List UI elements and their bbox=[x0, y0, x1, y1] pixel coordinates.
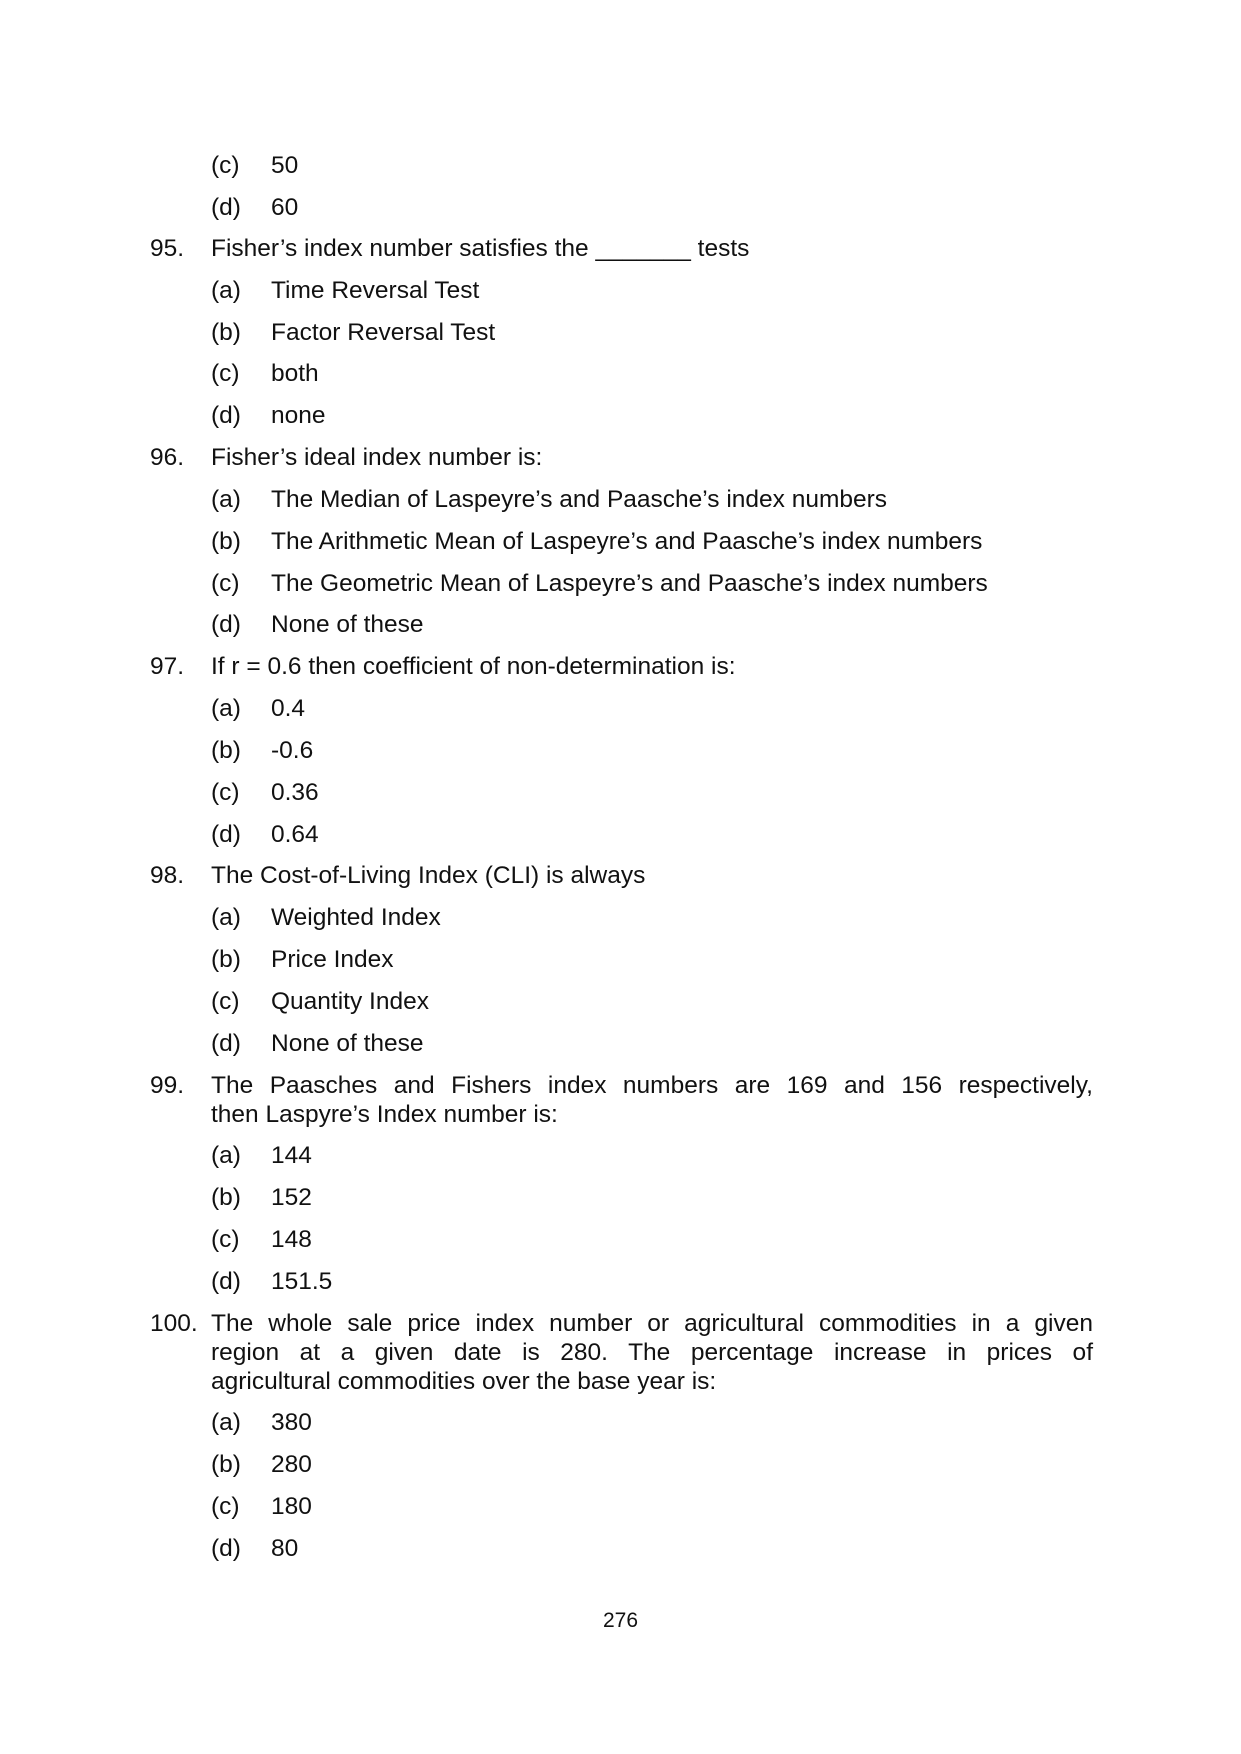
option-text: The Arithmetic Mean of Laspeyre’s and Paasche’s index numbers bbox=[271, 528, 983, 555]
option-label: (a) bbox=[211, 1142, 241, 1169]
option-label: (d) bbox=[211, 611, 241, 638]
question-text: Fisher’s ideal index number is: bbox=[211, 444, 543, 471]
question-number: 97. bbox=[150, 653, 185, 680]
option-text: None of these bbox=[271, 1030, 424, 1057]
option-label: (d) bbox=[211, 1030, 241, 1057]
option-label: (b) bbox=[211, 319, 241, 346]
question-text: The Cost-of-Living Index (CLI) is always bbox=[211, 862, 646, 889]
question-line: The whole sale price index number or agricultural commodities in a given bbox=[211, 1310, 1093, 1337]
option-label: (b) bbox=[211, 1184, 241, 1211]
option-text: 0.4 bbox=[271, 695, 306, 722]
option-label: (a) bbox=[211, 1409, 241, 1436]
option-label: (d) bbox=[211, 821, 241, 848]
option-label: (b) bbox=[211, 946, 241, 973]
option-text: 0.36 bbox=[271, 779, 319, 806]
question-text: Fisher’s index number satisfies the _______ tests bbox=[211, 235, 750, 262]
option-text: The Geometric Mean of Laspeyre’s and Paasche’s index numbers bbox=[271, 570, 988, 597]
option-text: -0.6 bbox=[271, 737, 314, 764]
option-label: (b) bbox=[211, 1451, 241, 1478]
question-number: 96. bbox=[150, 444, 185, 471]
option-text: 180 bbox=[271, 1493, 312, 1520]
option-label: (a) bbox=[211, 695, 241, 722]
question-number: 99. bbox=[150, 1072, 185, 1099]
question-text bbox=[211, 1309, 1093, 1396]
option-text: 151.5 bbox=[271, 1268, 333, 1295]
option-label: (c) bbox=[211, 779, 240, 806]
option-label: (c) bbox=[211, 1493, 240, 1520]
option-label: (c) bbox=[211, 988, 240, 1015]
question-number: 95. bbox=[150, 235, 185, 262]
option-text: 50 bbox=[271, 152, 299, 179]
option-label: (a) bbox=[211, 904, 241, 931]
question-number: 100. bbox=[150, 1310, 198, 1337]
option-text: 152 bbox=[271, 1184, 312, 1211]
option-label: (d) bbox=[211, 402, 241, 429]
question-text bbox=[211, 1071, 1093, 1129]
option-label: (a) bbox=[211, 486, 241, 513]
option-label: (c) bbox=[211, 1226, 240, 1253]
option-text: Time Reversal Test bbox=[271, 277, 480, 304]
option-label: (c) bbox=[211, 360, 240, 387]
option-label: (b) bbox=[211, 737, 241, 764]
question-line: The Paasches and Fishers index numbers are 169 and 156 respectively, bbox=[211, 1072, 1093, 1099]
option-label: (c) bbox=[211, 570, 240, 597]
option-label: (d) bbox=[211, 1268, 241, 1295]
option-text: 280 bbox=[271, 1451, 312, 1478]
option-text: 60 bbox=[271, 194, 299, 221]
option-text: 380 bbox=[271, 1409, 312, 1436]
question-line: then Laspyre’s Index number is: bbox=[211, 1101, 558, 1128]
option-text: 0.64 bbox=[271, 821, 319, 848]
option-text: none bbox=[271, 402, 326, 429]
option-text: The Median of Laspeyre’s and Paasche’s index numbers bbox=[271, 486, 888, 513]
question-line: region at a given date is 280. The percentage increase in prices of bbox=[211, 1339, 1093, 1366]
question-number: 98. bbox=[150, 862, 185, 889]
page-number: 276 bbox=[602, 1609, 639, 1632]
option-text: 148 bbox=[271, 1226, 312, 1253]
option-text: both bbox=[271, 360, 319, 387]
option-label: (a) bbox=[211, 277, 241, 304]
option-label: (d) bbox=[211, 194, 241, 221]
option-text: Weighted Index bbox=[271, 904, 441, 931]
question-line: agricultural commodities over the base year is: bbox=[211, 1368, 717, 1395]
option-text: Factor Reversal Test bbox=[271, 319, 496, 346]
option-text: Quantity Index bbox=[271, 988, 429, 1015]
option-text: None of these bbox=[271, 611, 424, 638]
option-text: 80 bbox=[271, 1535, 299, 1562]
question-text: If r = 0.6 then coefficient of non-determination is: bbox=[211, 653, 736, 680]
option-text: 144 bbox=[271, 1142, 312, 1169]
option-text: Price Index bbox=[271, 946, 394, 973]
option-label: (b) bbox=[211, 528, 241, 555]
option-label: (c) bbox=[211, 152, 240, 179]
option-label: (d) bbox=[211, 1535, 241, 1562]
